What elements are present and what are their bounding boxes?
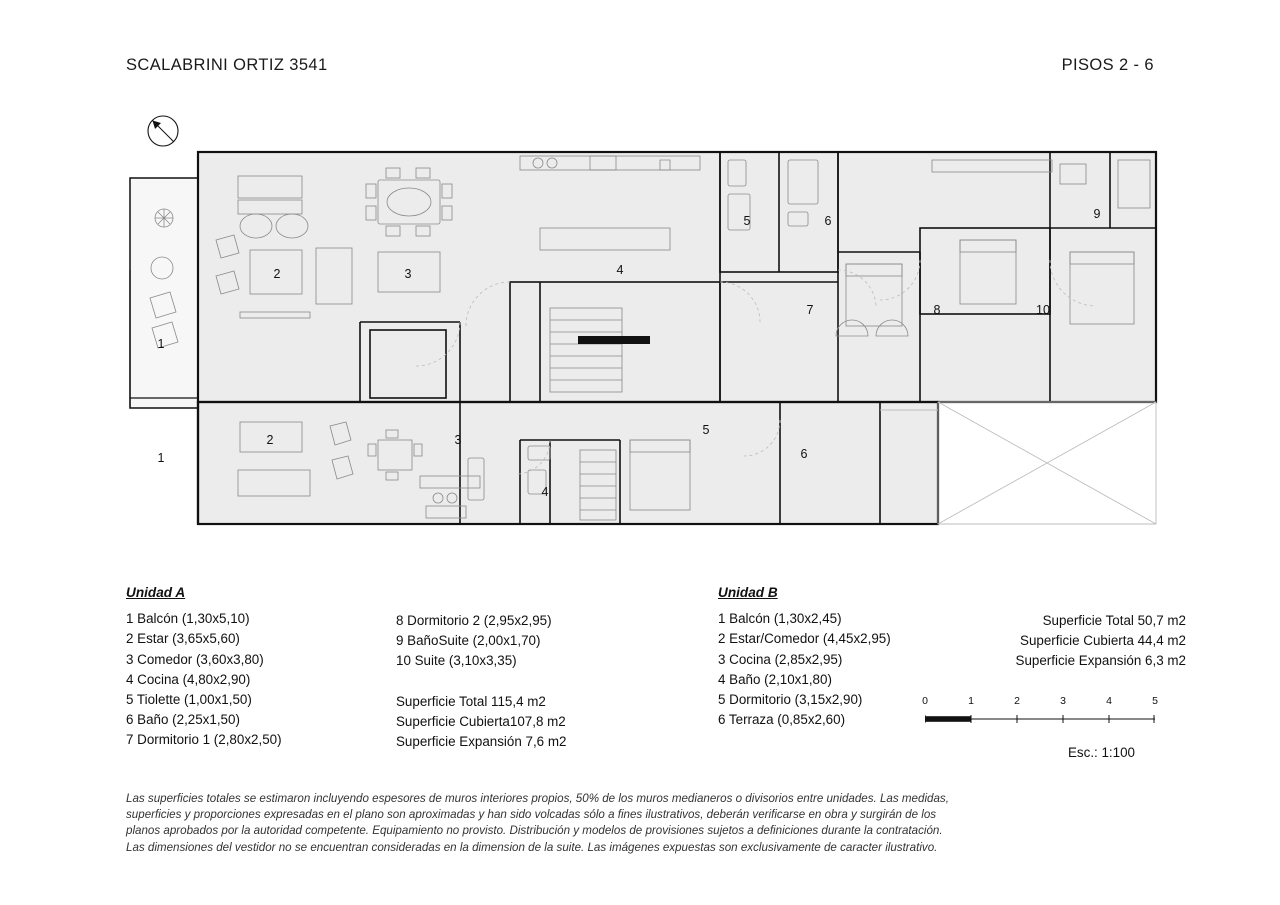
unit-b-areas bbox=[956, 611, 1186, 672]
list-item: 10 Suite (3,10x3,35) bbox=[396, 653, 517, 669]
svg-text:2: 2 bbox=[266, 433, 274, 447]
svg-text:10: 10 bbox=[1036, 303, 1050, 317]
unit-a-area-covered: Superficie Cubierta107,8 m2 bbox=[396, 713, 566, 729]
svg-text:6: 6 bbox=[824, 214, 832, 228]
page-title: SCALABRINI ORTIZ 3541 bbox=[126, 56, 328, 74]
scale-tick: 1 bbox=[968, 695, 974, 707]
scale-bar bbox=[922, 695, 1158, 717]
unit-b-area-total: Superficie Total 50,7 m2 bbox=[1042, 613, 1186, 628]
list-item: 5 Tiolette (1,00x1,50) bbox=[126, 692, 252, 708]
header bbox=[126, 56, 1154, 80]
list-item: 3 Cocina (2,85x2,95) bbox=[718, 651, 843, 667]
svg-text:5: 5 bbox=[743, 214, 751, 228]
svg-text:2: 2 bbox=[273, 267, 281, 281]
svg-text:8: 8 bbox=[933, 303, 941, 317]
list-item: 4 Baño (2,10x1,80) bbox=[718, 671, 832, 687]
list-item: 1 Balcón (1,30x5,10) bbox=[126, 611, 250, 627]
svg-text:7: 7 bbox=[806, 303, 814, 317]
list-item: 5 Dormitorio (3,15x2,90) bbox=[718, 692, 863, 708]
svg-text:3: 3 bbox=[454, 433, 462, 447]
unit-b-area-expansion: Superficie Expansión 6,3 m2 bbox=[1015, 653, 1186, 669]
list-item: 6 Terraza (0,85x2,60) bbox=[718, 712, 846, 728]
unit-a-area-total: Superficie Total 115,4 m2 bbox=[396, 693, 546, 709]
list-item: 6 Baño (2,25x1,50) bbox=[126, 712, 240, 728]
unit-a-legend-right bbox=[396, 611, 696, 752]
list-item: 1 Balcón (1,30x2,45) bbox=[718, 611, 842, 627]
floor-plan-drawing bbox=[120, 140, 1175, 540]
list-item: 2 Estar/Comedor (4,45x2,95) bbox=[718, 631, 891, 647]
unit-b-area-covered: Superficie Cubierta 44,4 m2 bbox=[1020, 633, 1186, 649]
scale-tick: 4 bbox=[1106, 695, 1112, 707]
list-item: 7 Dormitorio 1 (2,80x2,50) bbox=[126, 732, 282, 748]
svg-text:5: 5 bbox=[702, 423, 710, 437]
unit-a-legend bbox=[126, 583, 396, 751]
svg-text:3: 3 bbox=[404, 267, 412, 281]
svg-text:1: 1 bbox=[157, 451, 165, 465]
footnote-line: superficies y proporciones expresadas en el plano son aproximadas y han sido volcadas sólo a fines ilustrativos, deberán verificarse en obra y surgirán de los bbox=[126, 808, 937, 822]
floors-label: PISOS 2 - 6 bbox=[1061, 56, 1154, 74]
scale-tick: 5 bbox=[1152, 695, 1158, 707]
scale-ticks bbox=[922, 695, 1158, 709]
scale-tick: 0 bbox=[922, 695, 928, 707]
list-item: 2 Estar (3,65x5,60) bbox=[126, 631, 240, 647]
svg-text:6: 6 bbox=[800, 447, 808, 461]
list-item: 8 Dormitorio 2 (2,95x2,95) bbox=[396, 613, 552, 628]
svg-text:4: 4 bbox=[541, 485, 549, 499]
svg-text:9: 9 bbox=[1093, 207, 1101, 221]
scale-tick: 3 bbox=[1060, 695, 1066, 707]
footnote-line: planos aprobados por la autoridad competente. Equipamiento no provisto. Distribución y modelos de provisiones sujetos a definiciones durante la contratación. bbox=[126, 824, 943, 838]
list-item: 4 Cocina (4,80x2,90) bbox=[126, 671, 251, 687]
unit-a-title: Unidad A bbox=[126, 585, 186, 600]
footnote-line: Las superficies totales se estimaron incluyendo espesores de muros interiores propios, 50% de los muros medianeros o divisorios entre unidades. Las medidas, bbox=[126, 792, 949, 805]
unit-a-area-expansion: Superficie Expansión 7,6 m2 bbox=[396, 734, 567, 750]
footnote bbox=[126, 791, 1026, 856]
scale-label: Esc.: 1:100 bbox=[1068, 745, 1135, 760]
footnote-line: Las dimensiones del vestidor no se encuentran consideradas en la dimension de la suite. Las imágenes expuestas son exclusivamente de caracter ilustrativo. bbox=[126, 840, 938, 854]
scale-bar-graphic bbox=[925, 710, 1155, 717]
svg-text:4: 4 bbox=[616, 263, 624, 277]
list-item: 3 Comedor (3,60x3,80) bbox=[126, 651, 264, 667]
svg-text:1: 1 bbox=[157, 337, 165, 351]
scale-tick: 2 bbox=[1014, 695, 1020, 707]
unit-b-title: Unidad B bbox=[718, 585, 778, 600]
list-item: 9 BañoSuite (2,00x1,70) bbox=[396, 633, 541, 649]
